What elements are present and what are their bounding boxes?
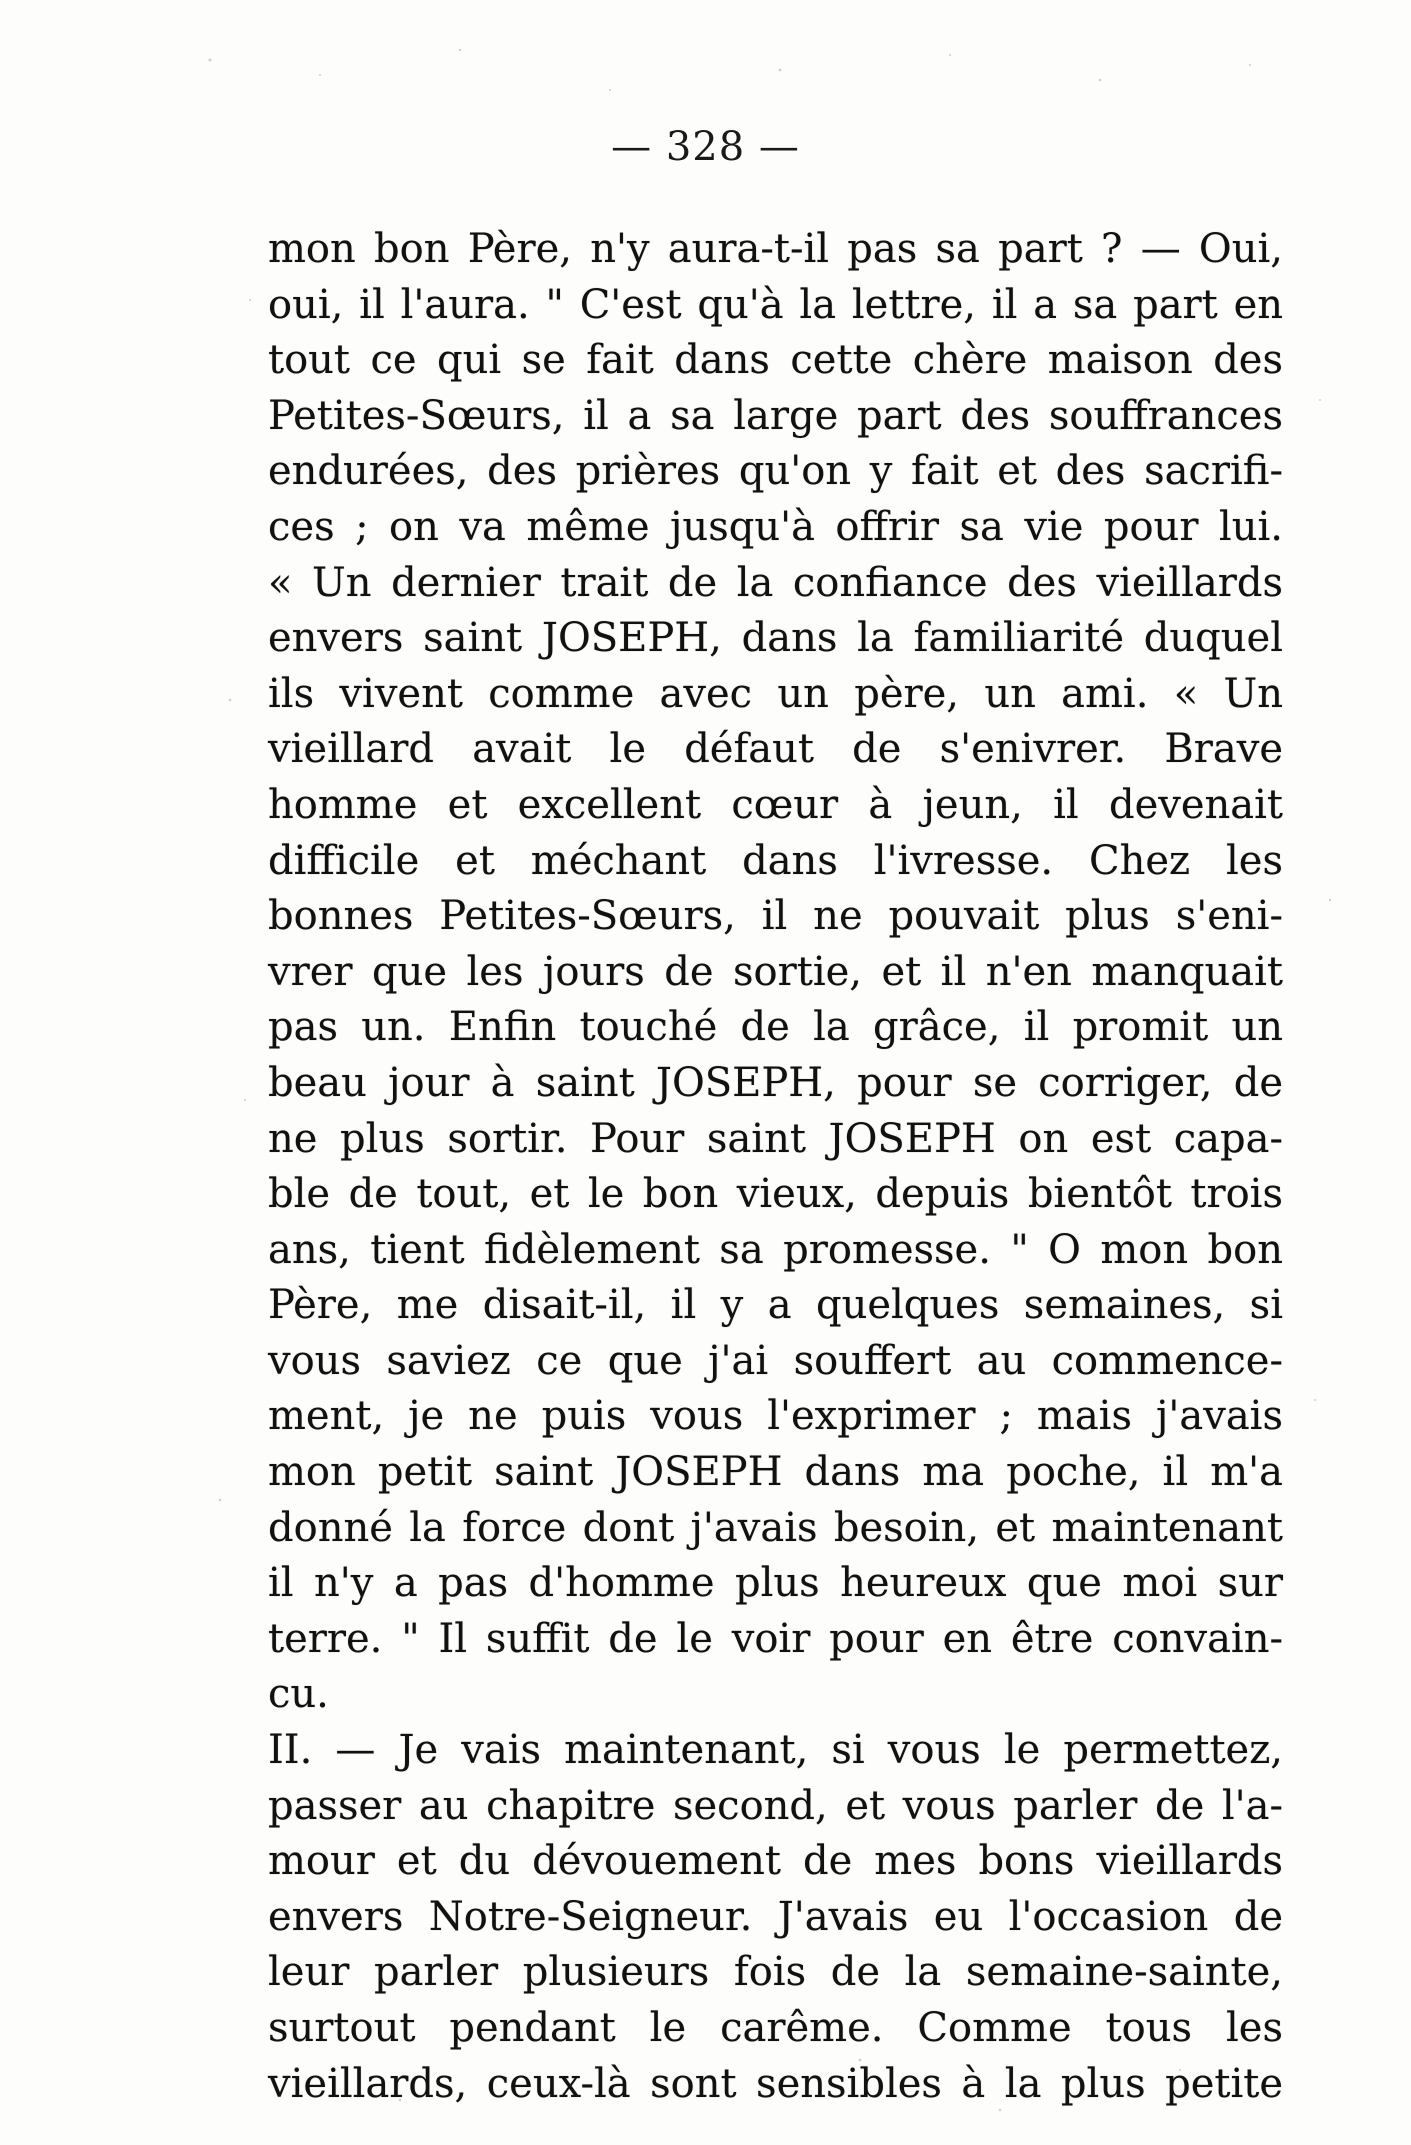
text-line: leur parler plusieurs fois de la semaine-sainte,: [268, 1949, 1283, 1996]
text-line: homme et excellent cœur à jeun, il devenait: [268, 781, 1283, 828]
text-line: oui, il l'aura. " C'est qu'à la lettre, il a sa part en: [268, 281, 1283, 328]
text-line: ment, je ne puis vous l'exprimer ; mais j'avais: [268, 1393, 1283, 1440]
text-line: vieillard avait le défaut de s'enivrer. Brave: [268, 726, 1283, 773]
text-line: Petites-Sœurs, il a sa large part des souffrances: [268, 392, 1283, 439]
text-line: tout ce qui se fait dans cette chère maison des: [268, 337, 1283, 384]
text-line: difficile et méchant dans l'ivresse. Chez les: [268, 837, 1283, 884]
text-line: ces ; on va même jusqu'à offrir sa vie pour lui.: [268, 503, 1283, 550]
text-line: endurées, des prières qu'on y fait et des sacrifi-: [268, 448, 1283, 495]
text-line: vieillards, ceux-là sont sensibles à la plus petite: [268, 2060, 1283, 2107]
text-line: ble de tout, et le bon vieux, depuis bientôt trois: [268, 1171, 1283, 1218]
text-line: II. — Je vais maintenant, si vous le permettez,: [268, 1727, 1283, 1774]
text-line: ils vivent comme avec un père, un ami. « Un: [268, 670, 1283, 717]
text-line: vous saviez ce que j'ai souffert au commence-: [268, 1337, 1283, 1384]
text-line: « Un dernier trait de la confiance des vieillards: [268, 559, 1283, 606]
text-line: ne plus sortir. Pour saint JOSEPH on est capa-: [268, 1115, 1283, 1162]
text-line: ans, tient fidèlement sa promesse. " O mon bon: [268, 1226, 1283, 1273]
text-line: beau jour à saint JOSEPH, pour se corriger, de: [268, 1059, 1283, 1106]
text-line: envers Notre-Seigneur. J'avais eu l'occasion de: [268, 1893, 1283, 1940]
text-line: cu.: [268, 1671, 329, 1718]
text-line: mour et du dévouement de mes bons vieillards: [268, 1838, 1283, 1885]
text-line: envers saint JOSEPH, dans la familiarité duquel: [268, 615, 1283, 662]
text-line: Père, me disait-il, il y a quelques semaines, si: [268, 1282, 1283, 1329]
text-line: bonnes Petites-Sœurs, il ne pouvait plus s'eni-: [268, 893, 1283, 940]
text-line: terre. " Il suffit de le voir pour en être convain-: [268, 1615, 1283, 1662]
body-text: [268, 222, 1283, 2112]
text-line: surtout pendant le carême. Comme tous les: [268, 2005, 1283, 2051]
text-line: pas un. Enfin touché de la grâce, il promit un: [268, 1004, 1283, 1051]
text-line: mon petit saint JOSEPH dans ma poche, il m'a: [268, 1449, 1283, 1496]
text-line: il n'y a pas d'homme plus heureux que moi sur: [268, 1560, 1283, 1607]
text-line: vrer que les jours de sortie, et il n'en manquait: [268, 948, 1283, 995]
text-line: passer au chapitre second, et vous parler de l'a-: [268, 1782, 1283, 1829]
text-line: donné la force dont j'avais besoin, et maintenant: [268, 1504, 1283, 1551]
text-line: mon bon Père, n'y aura-t-il pas sa part ? — Oui,: [268, 226, 1283, 272]
page-number: — 328 —: [611, 124, 800, 170]
